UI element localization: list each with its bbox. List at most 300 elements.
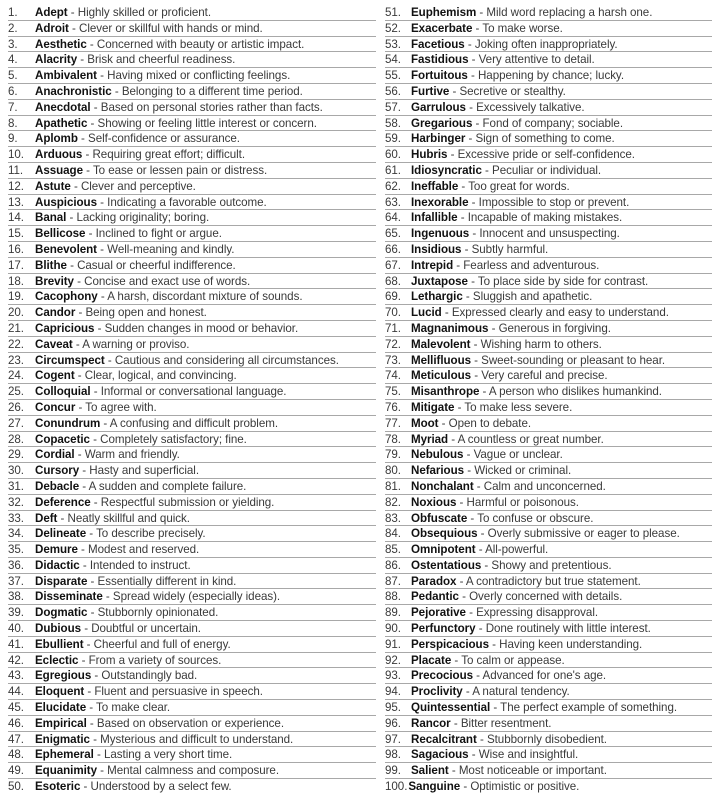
vocabulary-entry — [385, 210, 712, 226]
vocabulary-entry — [385, 163, 712, 179]
entry-separator: - — [464, 464, 475, 478]
entry-definition: Well-meaning and kindly. — [107, 242, 235, 256]
entry-word: Disparate — [35, 574, 88, 588]
entry-separator: - — [82, 148, 93, 162]
entry-number: 48. — [8, 748, 24, 762]
entry-separator: - — [84, 685, 95, 699]
entry-definition: To make worse. — [482, 21, 563, 35]
entry-separator: - — [458, 179, 469, 193]
entry-number: 35. — [8, 543, 24, 557]
entry-separator: - — [57, 511, 68, 525]
entry-number: 82. — [385, 495, 401, 509]
entry-definition: Generous in forgiving. — [498, 321, 611, 335]
entry-word: Hubris — [411, 148, 448, 162]
entry-number: 38. — [8, 590, 24, 604]
entry-word: Furtive — [411, 84, 450, 98]
entry-definition: Incapable of making mistakes. — [467, 211, 623, 225]
entry-word: Adept — [35, 6, 68, 19]
entry-number: 55. — [385, 69, 401, 83]
entry-separator: - — [490, 701, 501, 715]
entry-separator: - — [81, 622, 92, 636]
entry-word: Colloquial — [35, 385, 91, 399]
entry-word: Cursory — [35, 464, 80, 478]
vocabulary-entry — [385, 589, 712, 605]
entry-word: Benevolent — [35, 242, 97, 256]
entry-definition: Advanced for one's age. — [482, 669, 607, 683]
entry-word: Exacerbate — [411, 21, 473, 35]
entry-word: Deference — [35, 495, 91, 509]
entry-word: Conundrum — [35, 416, 101, 430]
entry-definition: All-powerful. — [485, 543, 549, 557]
entry-separator: - — [86, 716, 97, 730]
entry-definition: Highly skilled or proficient. — [77, 6, 211, 19]
vocabulary-entry — [385, 732, 712, 748]
entry-definition: Brisk and cheerful readiness. — [87, 53, 236, 67]
entry-word: Capricious — [35, 321, 95, 335]
vocabulary-entry — [385, 432, 712, 448]
entry-definition: A harsh, discordant mixture of sounds. — [107, 290, 303, 304]
entry-number: 83. — [385, 511, 401, 525]
entry-number: 76. — [385, 400, 401, 414]
entry-definition: Fearless and adventurous. — [463, 258, 600, 272]
entry-definition: Clever and perceptive. — [80, 179, 196, 193]
entry-separator: - — [67, 6, 78, 19]
entry-separator: - — [104, 353, 115, 367]
entry-separator: - — [77, 53, 88, 67]
entry-number: 97. — [385, 732, 401, 746]
vocabulary-entry — [385, 463, 712, 479]
entry-separator: - — [473, 479, 484, 493]
entry-number: 96. — [385, 716, 401, 730]
entry-definition: Outstandingly bad. — [101, 669, 198, 683]
entry-definition: Belonging to a different time period. — [121, 84, 303, 98]
entry-word: Empirical — [35, 716, 87, 730]
entry-number: 95. — [385, 701, 401, 715]
entry-definition: Informal or conversational language. — [100, 385, 287, 399]
entry-separator: - — [479, 385, 489, 399]
entry-number: 60. — [385, 148, 401, 162]
entry-word: Aplomb — [35, 132, 78, 146]
entry-definition: Mental calmness and composure. — [107, 764, 280, 778]
vocabulary-entry — [385, 495, 712, 511]
vocabulary-entry — [8, 131, 376, 147]
entry-definition: From a variety of sources. — [88, 653, 222, 667]
entry-separator: - — [465, 132, 476, 146]
vocabulary-entry — [385, 226, 712, 242]
entry-separator: - — [79, 464, 90, 478]
vocabulary-entry — [8, 226, 376, 242]
entry-separator: - — [75, 400, 86, 414]
entry-separator: - — [465, 606, 477, 620]
entry-definition: Optimistic or positive. — [470, 780, 580, 794]
entry-definition: Stubbornly opinionated. — [97, 606, 219, 620]
entry-number: 33. — [8, 511, 24, 525]
entry-separator: - — [469, 227, 480, 241]
entry-word: Eclectic — [35, 653, 79, 667]
entry-number: 4. — [8, 53, 18, 67]
entry-number: 46. — [8, 716, 24, 730]
entry-word: Recalcitrant — [411, 732, 477, 746]
entry-definition: Mild word replacing a harsh one. — [486, 6, 653, 19]
entry-separator: - — [470, 337, 481, 351]
entry-word: Garrulous — [411, 100, 466, 114]
entry-number: 23. — [8, 353, 24, 367]
entry-word: Sagacious — [411, 748, 469, 762]
vocabulary-entry — [385, 400, 712, 416]
entry-word: Ostentatious — [411, 558, 482, 572]
entry-number: 70. — [385, 306, 401, 320]
entry-number: 47. — [8, 732, 24, 746]
entry-word: Malevolent — [411, 337, 471, 351]
entry-separator: - — [468, 53, 479, 67]
entry-separator: - — [481, 163, 493, 177]
vocabulary-entry — [385, 526, 712, 542]
entry-number: 93. — [385, 669, 401, 683]
vocabulary-entry — [385, 653, 712, 669]
entry-definition: A confusing and difficult problem. — [109, 416, 278, 430]
entry-word: Delineate — [35, 527, 87, 541]
entry-number: 57. — [385, 100, 401, 114]
vocabulary-entry — [8, 147, 376, 163]
entry-number: 26. — [8, 400, 24, 414]
entry-separator: - — [86, 37, 97, 51]
entry-separator: - — [90, 385, 101, 399]
entry-word: Demure — [35, 543, 78, 557]
entry-definition: Fluent and persuasive in speech. — [94, 685, 263, 699]
entry-definition: To ease or lessen pain or distress. — [92, 163, 268, 177]
entry-number: 79. — [385, 448, 401, 462]
entry-number: 84. — [385, 527, 401, 541]
entry-separator: - — [97, 764, 108, 778]
entry-separator: - — [86, 701, 97, 715]
entry-number: 85. — [385, 543, 401, 557]
entry-number: 59. — [385, 132, 401, 146]
entry-word: Candor — [35, 306, 76, 320]
entry-definition: Peculiar or individual. — [492, 163, 602, 177]
entry-separator: - — [457, 211, 468, 225]
entry-word: Esoteric — [35, 780, 81, 794]
entry-separator: - — [471, 353, 482, 367]
entry-separator: - — [86, 527, 97, 541]
entry-separator: - — [454, 400, 465, 414]
entry-definition: Overly submissive or eager to please. — [487, 527, 680, 541]
vocabulary-entry — [8, 368, 376, 384]
vocabulary-entry — [385, 131, 712, 147]
entry-number: 16. — [8, 242, 24, 256]
vocabulary-entry — [385, 321, 712, 337]
entry-number: 36. — [8, 558, 24, 572]
entry-word: Egregious — [35, 669, 92, 683]
entry-separator: - — [77, 132, 89, 146]
entry-definition: Too great for words. — [468, 179, 570, 193]
entry-separator: - — [83, 637, 94, 651]
entry-number: 21. — [8, 321, 24, 335]
entry-definition: A sudden and complete failure. — [88, 479, 247, 493]
vocabulary-entry — [8, 558, 376, 574]
vocabulary-entry — [8, 52, 376, 68]
entry-definition: Being open and honest. — [85, 306, 207, 320]
entry-separator: - — [74, 369, 85, 383]
entry-definition: Requiring great effort; difficult. — [92, 148, 246, 162]
entry-separator: - — [66, 258, 78, 272]
vocabulary-entry — [8, 653, 376, 669]
vocabulary-entry — [8, 542, 376, 558]
entry-definition: Concerned with beauty or artistic impact. — [96, 37, 305, 51]
vocabulary-entry — [8, 605, 376, 621]
entry-definition: Sudden changes in mood or behavior. — [104, 321, 299, 335]
entry-definition: Overly concerned with details. — [469, 590, 623, 604]
vocabulary-entry — [8, 21, 376, 37]
entry-word: Cogent — [35, 369, 75, 383]
entry-separator: - — [448, 432, 458, 446]
vocabulary-entry — [385, 479, 712, 495]
entry-separator: - — [475, 543, 486, 557]
entry-definition: Vague or unclear. — [473, 448, 563, 462]
entry-definition: Inclined to fight or argue. — [95, 227, 222, 241]
entry-definition: Essentially different in kind. — [97, 574, 237, 588]
vocabulary-entry — [385, 384, 712, 400]
entry-definition: To place side by side for contrast. — [477, 274, 649, 288]
entry-number: 91. — [385, 637, 401, 651]
entry-separator: - — [91, 669, 102, 683]
entry-definition: Showing or feeling little interest or concern. — [97, 116, 317, 130]
entry-number: 24. — [8, 369, 24, 383]
entry-separator: - — [97, 195, 108, 209]
entry-word: Ephemeral — [35, 748, 94, 762]
entry-number: 41. — [8, 637, 24, 651]
entry-separator: - — [80, 780, 91, 794]
entry-word: Lethargic — [411, 290, 463, 304]
entry-definition: Expressing disapproval. — [476, 606, 599, 620]
entry-definition: A warning or proviso. — [82, 337, 190, 351]
vocabulary-entry — [385, 147, 712, 163]
vocabulary-entry — [8, 637, 376, 653]
entry-word: Eloquent — [35, 685, 85, 699]
entry-number: 39. — [8, 606, 24, 620]
entry-word: Juxtapose — [411, 274, 468, 288]
entry-word: Intrepid — [411, 258, 454, 272]
vocabulary-entry — [8, 732, 376, 748]
entry-number: 45. — [8, 701, 24, 715]
vocabulary-entry — [385, 716, 712, 732]
vocabulary-entry — [8, 668, 376, 684]
entry-number: 29. — [8, 448, 24, 462]
entry-number: 61. — [385, 163, 401, 177]
entry-definition: Cautious and considering all circumstances. — [114, 353, 339, 367]
entry-number: 7. — [8, 100, 18, 114]
entry-word: Proclivity — [411, 685, 463, 699]
entry-number: 43. — [8, 669, 24, 683]
entry-separator: - — [461, 242, 472, 256]
entry-number: 80. — [385, 464, 401, 478]
entry-word: Didactic — [35, 558, 80, 572]
entry-number: 32. — [8, 495, 24, 509]
entry-separator: - — [66, 211, 77, 225]
entry-separator: - — [471, 369, 482, 383]
vocabulary-entry — [8, 463, 376, 479]
entry-separator: - — [468, 748, 479, 762]
entry-definition: Completely satisfactory; fine. — [100, 432, 247, 446]
vocabulary-entry — [8, 400, 376, 416]
entry-word: Mellifluous — [411, 353, 471, 367]
vocabulary-list-left-column — [8, 5, 376, 795]
vocabulary-entry — [8, 258, 376, 274]
entry-separator: - — [73, 274, 85, 288]
vocabulary-entry — [8, 416, 376, 432]
entry-word: Dogmatic — [35, 606, 88, 620]
vocabulary-entry — [8, 511, 376, 527]
entry-definition: Sign of something to come. — [475, 132, 615, 146]
entry-number: 8. — [8, 116, 18, 130]
entry-separator: - — [488, 637, 500, 651]
vocabulary-entry — [8, 432, 376, 448]
entry-word: Idiosyncratic — [411, 163, 482, 177]
entry-number: 2. — [8, 21, 18, 35]
entry-number: 71. — [385, 321, 401, 335]
entry-word: Adroit — [35, 21, 69, 35]
vocabulary-entry — [8, 242, 376, 258]
entry-separator: - — [475, 622, 486, 636]
entry-number: 51. — [385, 6, 401, 19]
entry-definition: Sluggish and apathetic. — [472, 290, 593, 304]
vocabulary-entry — [385, 242, 712, 258]
entry-separator: - — [477, 527, 488, 541]
entry-definition: Hasty and superficial. — [89, 464, 200, 478]
entry-definition: Based on observation or experience. — [96, 716, 284, 730]
entry-word: Elucidate — [35, 701, 87, 715]
entry-separator: - — [465, 100, 477, 114]
vocabulary-entry — [385, 52, 712, 68]
entry-word: Cacophony — [35, 290, 98, 304]
entry-definition: Cheerful and full of energy. — [93, 637, 231, 651]
entry-separator: - — [111, 84, 122, 98]
entry-word: Assuage — [35, 163, 83, 177]
vocabulary-entry — [8, 495, 376, 511]
vocabulary-entry — [385, 21, 712, 37]
entry-word: Misanthrope — [411, 385, 480, 399]
entry-definition: Impossible to stop or prevent. — [478, 195, 630, 209]
entry-number: 73. — [385, 353, 401, 367]
entry-separator: - — [102, 590, 113, 604]
entry-separator: - — [447, 148, 458, 162]
entry-separator: - — [464, 37, 475, 51]
vocabulary-entry — [385, 605, 712, 621]
vocabulary-entry — [8, 321, 376, 337]
entry-definition: Self-confidence or assurance. — [88, 132, 240, 146]
vocabulary-entry — [385, 305, 712, 321]
entry-number: 12. — [8, 179, 24, 193]
entry-word: Fastidious — [411, 53, 469, 67]
vocabulary-entry — [8, 447, 376, 463]
entry-separator: - — [78, 653, 89, 667]
vocabulary-entry — [8, 763, 376, 779]
entry-word: Paradox — [411, 574, 457, 588]
entry-number: 53. — [385, 37, 401, 51]
entry-word: Astute — [35, 179, 71, 193]
entry-number: 100. — [385, 780, 408, 794]
entry-definition: Innocent and unsuspecting. — [479, 227, 620, 241]
entry-separator: - — [467, 274, 478, 288]
vocabulary-entry — [385, 700, 712, 716]
entry-separator: - — [79, 558, 90, 572]
entry-definition: Having mixed or conflicting feelings. — [107, 69, 291, 83]
entry-word: Gregarious — [411, 116, 473, 130]
vocabulary-entry — [8, 68, 376, 84]
entry-number: 65. — [385, 227, 401, 241]
vocabulary-entry — [8, 700, 376, 716]
entry-number: 56. — [385, 84, 401, 98]
entry-number: 40. — [8, 622, 24, 636]
entry-separator: - — [90, 495, 101, 509]
entry-separator: - — [476, 6, 487, 19]
entry-separator: - — [468, 195, 479, 209]
entry-separator: - — [87, 116, 98, 130]
entry-separator: - — [97, 69, 108, 83]
entry-definition: Spread widely (especially ideas). — [112, 590, 281, 604]
vocabulary-entry — [385, 337, 712, 353]
entry-separator: - — [72, 337, 83, 351]
entry-number: 87. — [385, 574, 401, 588]
entry-word: Pedantic — [411, 590, 459, 604]
entry-word: Dubious — [35, 622, 82, 636]
entry-separator: - — [467, 511, 478, 525]
entry-word: Debacle — [35, 479, 80, 493]
entry-number: 62. — [385, 179, 401, 193]
entry-number: 3. — [8, 37, 18, 51]
entry-number: 68. — [385, 274, 401, 288]
entry-word: Copacetic — [35, 432, 90, 446]
entry-definition: Very attentive to detail. — [478, 53, 595, 67]
entry-number: 89. — [385, 606, 401, 620]
entry-separator: - — [97, 242, 108, 256]
entry-word: Euphemism — [411, 6, 477, 19]
entry-word: Salient — [411, 764, 449, 778]
vocabulary-entry — [8, 384, 376, 400]
entry-definition: To agree with. — [85, 400, 157, 414]
entry-separator: - — [438, 416, 449, 430]
entry-word: Omnipotent — [411, 543, 476, 557]
vocabulary-entry — [8, 479, 376, 495]
entry-definition: Happening by chance; lucky. — [477, 69, 624, 83]
entry-word: Anachronistic — [35, 84, 112, 98]
entry-definition: The perfect example of something. — [500, 701, 678, 715]
entry-word: Disseminate — [35, 590, 103, 604]
entry-word: Obsequious — [411, 527, 478, 541]
entry-separator: - — [473, 669, 483, 683]
entry-separator: - — [453, 258, 464, 272]
entry-definition: Understood by a select few. — [90, 780, 232, 794]
entry-separator: - — [462, 290, 473, 304]
entry-definition: To confuse or obscure. — [477, 511, 594, 525]
entry-definition: Warm and friendly. — [84, 448, 180, 462]
entry-separator: - — [100, 416, 110, 430]
entry-definition: Having keen understanding. — [499, 637, 643, 651]
vocabulary-entry — [8, 5, 376, 21]
vocabulary-entry — [385, 195, 712, 211]
entry-word: Insidious — [411, 242, 462, 256]
entry-definition: Very careful and precise. — [481, 369, 608, 383]
entry-separator: - — [481, 558, 492, 572]
entry-word: Facetious — [411, 37, 465, 51]
entry-number: 9. — [8, 132, 18, 146]
entry-definition: Neatly skillful and quick. — [67, 511, 190, 525]
entry-number: 78. — [385, 432, 401, 446]
entry-word: Arduous — [35, 148, 83, 162]
entry-word: Auspicious — [35, 195, 97, 209]
entry-separator: - — [74, 448, 85, 462]
entry-separator: - — [77, 543, 89, 557]
entry-separator: - — [472, 116, 483, 130]
